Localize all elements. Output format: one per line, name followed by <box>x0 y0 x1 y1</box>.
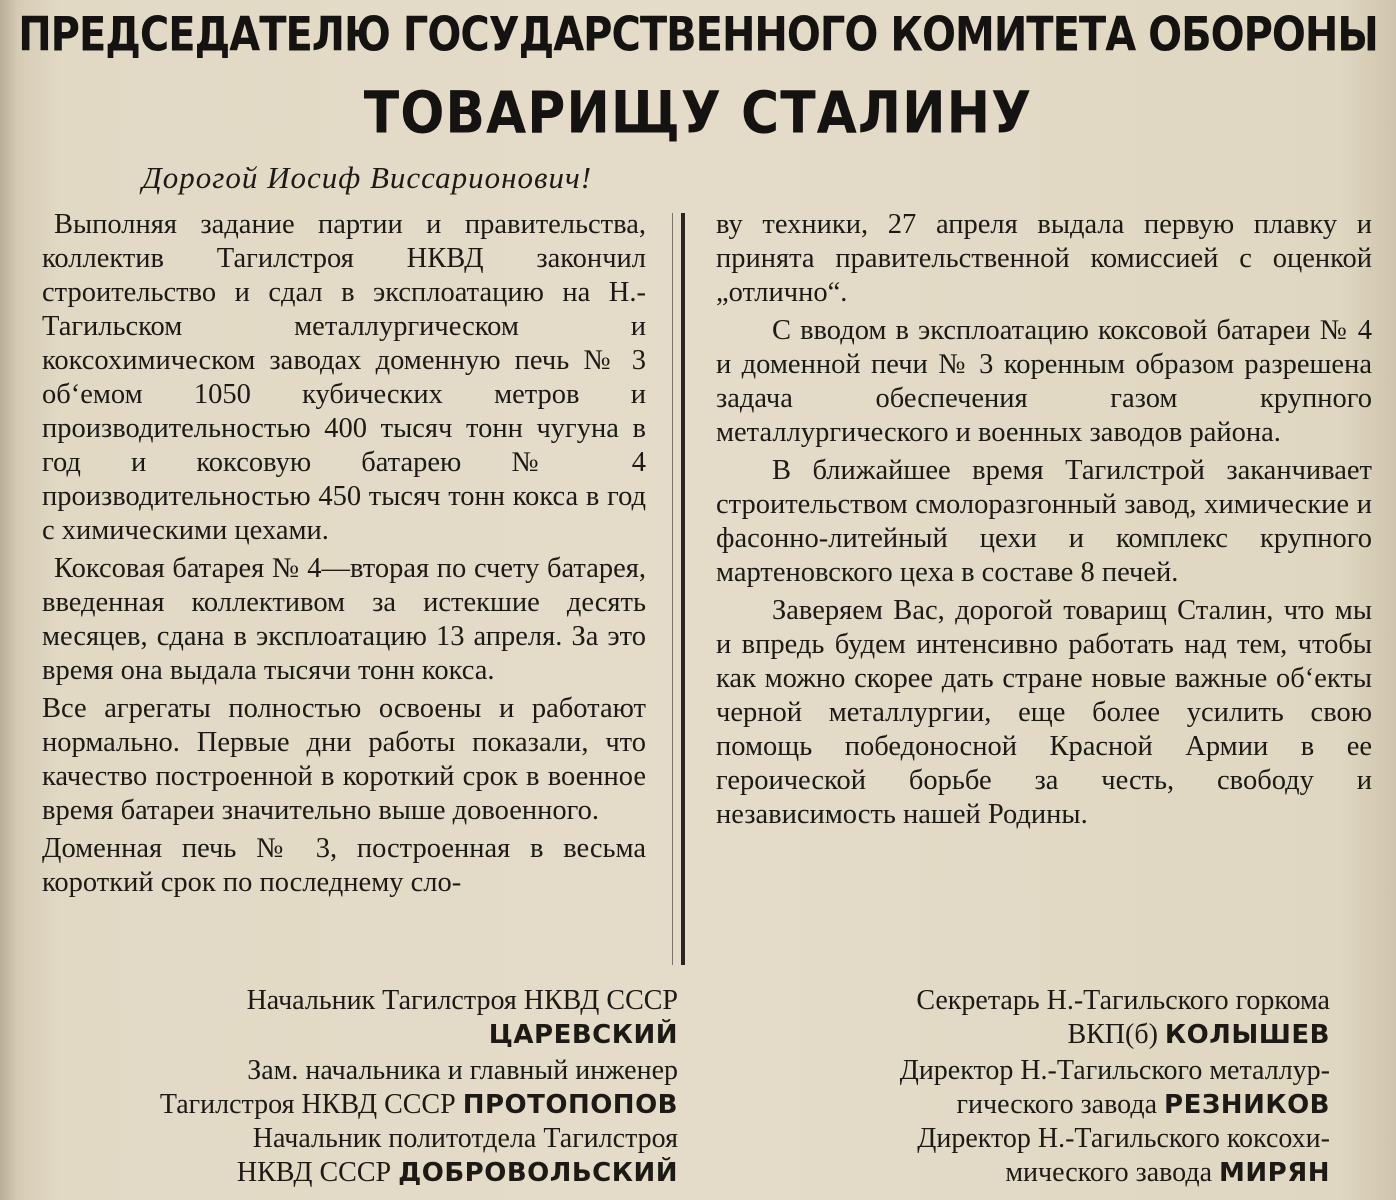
right-column <box>716 208 1372 836</box>
right-paragraph-3: В ближайшее время Тагилстрой заканчивает строительством смолоразгонный завод, химические и фасонно-литейный цехи и комплекс крупного мартеновского цеха в составе 8 печей. <box>716 455 1372 588</box>
signature-title: Директор Н.-Тагильского металлур- <box>899 1055 1330 1086</box>
left-paragraph-2: Коксовая батарея № 4—вторая по счету батарея, введенная коллективом за истекшие десять месяцев, сдана в эксплоатацию 13 апреля. За это время она выдала тысячи тонн кокса. <box>42 553 646 686</box>
signature-title: Начальник Тагилстроя НКВД СССР <box>246 985 678 1016</box>
left-paragraph-3: Все агрегаты полностью освоены и работают нормально. Первые дни работы показали, что качество построенной в короткий срок в военное время батареи значительно выше довоенного. <box>42 693 646 826</box>
signature-name: ПРОТОПОПОВ <box>462 1090 678 1120</box>
signature-title-cont: гического завода <box>956 1089 1158 1120</box>
signature-title: Начальник политотдела Тагилстроя <box>252 1123 678 1154</box>
headline-line-2: ТОВАРИЩУ СТАЛИНУ <box>363 80 1033 148</box>
left-paragraph-1: Выполняя задание партии и правительства, коллектив Тагилстроя НКВД закончил строительство и сдал в эксплоатацию на Н.-Тагильском металлургическом и коксохимическом заводах доменную печь № 3 об‘емом 1050 кубических метров и производительностью 400 тысяч тонн чугуна в год и коксовую батарею № 4 производительностью 450 тысяч тонн кокса в год с химическими цехами. <box>42 209 646 546</box>
signature-title-cont: Тагилстроя НКВД СССР <box>159 1089 456 1120</box>
right-paragraph-4: Заверяем Вас, дорогой товарищ Сталин, что мы и впредь будем интенсивно работать над тем, чтобы как можно скорее дать стране новые важные об‘екты черной металлургии, еще более усилить свою помощь победоносной Красной Армии в ее героической борьбе за честь, свободу и независимость нашей Родины. <box>716 595 1372 830</box>
left-column <box>42 208 646 904</box>
left-paragraph-4: Доменная печь № 3, построенная в весьма короткий срок по последнему сло- <box>42 833 646 898</box>
signature-name: ЦАРЕВСКИЙ <box>488 1020 678 1050</box>
headline-line-1: ПРЕДСЕДАТЕЛЮ ГОСУДАРСТВЕННОГО КОМИТЕТА ОБОРОНЫ <box>18 8 1378 63</box>
right-paragraph-1: ву техники, 27 апреля выдала первую плавку и принята правительственной комиссией с оценкой „отлично“. <box>716 209 1372 308</box>
signature-name: КОЛЫШЕВ <box>1164 1020 1330 1050</box>
signature-title-cont: НКВД СССР <box>236 1157 392 1188</box>
signature-title: Зам. начальника и главный инженер <box>247 1055 678 1086</box>
signature-title: Секретарь Н.-Тагильского горкома <box>916 985 1330 1016</box>
signature-title: Директор Н.-Тагильского коксохи- <box>917 1123 1330 1154</box>
greeting: Дорогой Иосиф Виссарионович! <box>142 160 593 195</box>
right-paragraph-2: С вводом в эксплоатацию коксовой батареи № 4 и доменной печи № 3 коренным образом разрешена задача обеспечения газом крупного металлургического и военных заводов района. <box>716 315 1372 448</box>
signature-name: РЕЗНИКОВ <box>1164 1090 1330 1120</box>
signature-title-cont: ВКП(б) <box>1067 1019 1158 1050</box>
signature-name: ДОБРОВОЛЬСКИЙ <box>398 1158 678 1188</box>
signatures-right <box>720 984 1330 1190</box>
column-rule-thin <box>672 213 673 965</box>
signature-title-cont: мического завода <box>1005 1157 1213 1188</box>
column-rule <box>681 213 685 965</box>
signature-name: МИРЯН <box>1219 1158 1330 1188</box>
signatures-left <box>40 984 678 1190</box>
